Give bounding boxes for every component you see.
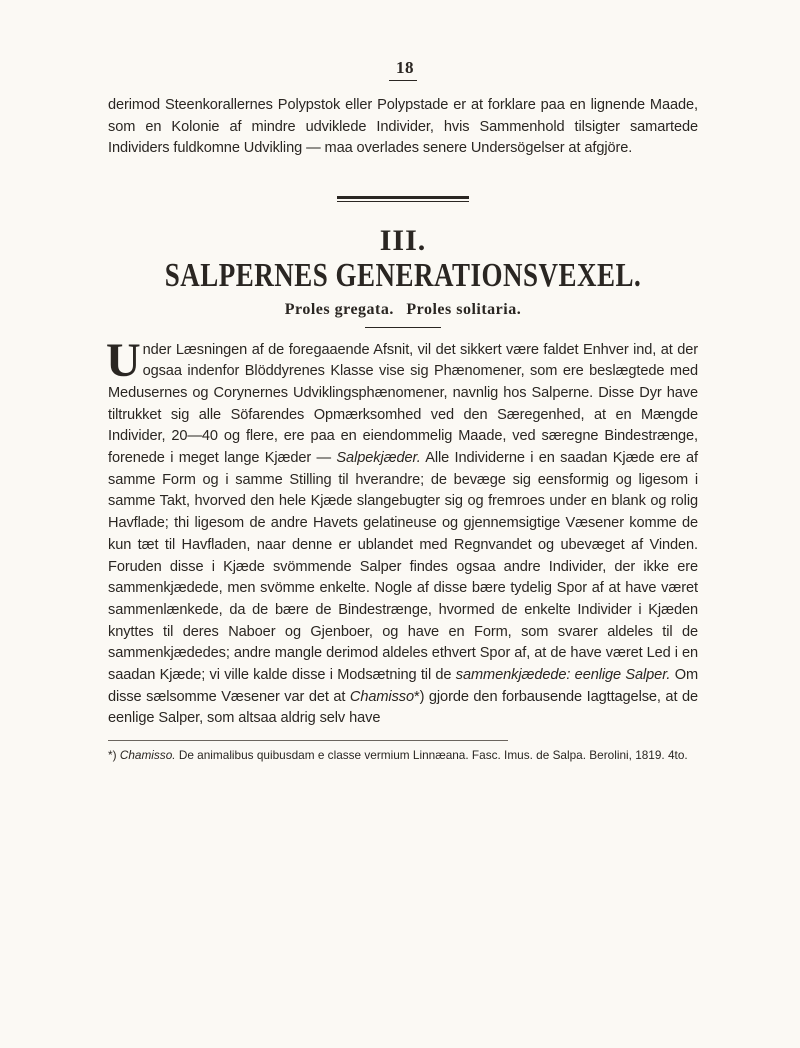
body-text bbox=[106, 333, 699, 731]
drop-cap: U bbox=[106, 333, 141, 387]
body-text-b: Alle Individerne i en saadan Kjæde ere af samme Form og i samme Stilling til hverandre; de bevæge sig eensformig og ligesom i samme Takt, hvorved den hele Kjæde slangebugter sig og fremroes under en blank og rolig Havflade; thi ligesom de andre Havets gelatineuse og gjennemsigtige Væsener komme de kun tæt til Havfladen, naar denne er ublandet med Regnvandet og ubevæget af Vinden. Foruden disse i Kjæde svömmende Salper findes ogsaa andre Individer, der ikke ere sammenkjædede, men svömme enkelte. Nogle af disse bære tydelig Spor af at have været sammenlænkede, da de bære de Bindestrænge, hvormed de enkelte Individer i Kjæden knyttes til deres Naboer og Gjenboer, og have en Form, som svarer aldeles til de sammenkjædedes; andre mangle derimod aldeles ethvert Spor af, at de have været Led i en saadan Kjæde; vi ville kalde disse i Modsætning til de bbox=[108, 450, 699, 684]
intro-paragraph bbox=[108, 95, 698, 160]
section-subtitle bbox=[108, 301, 698, 319]
body-text-c: Om disse sælsomme Væsener var det at bbox=[108, 667, 699, 705]
body-text-d: gjorde den forbausende Iagttagelse, at de eenlige Salper, som altsaa aldrig selv have bbox=[108, 688, 698, 727]
subtitle-gregata: Proles gregata. bbox=[284, 300, 394, 318]
footnote-mark: *) bbox=[108, 748, 117, 763]
author-chamisso: Chamisso bbox=[349, 688, 414, 705]
page-number: 18 bbox=[396, 58, 414, 77]
footnote bbox=[108, 747, 698, 764]
body-paragraph bbox=[106, 333, 699, 731]
section-divider-thin bbox=[337, 201, 469, 202]
subtitle-solitaria: Proles solitaria. bbox=[406, 300, 522, 318]
page-number-rule bbox=[389, 80, 417, 81]
footnote-citation: De animalibus quibusdam e classe vermium Linnæana. Fasc. Imus. de Salpa. Berolini, 1819. 4to. bbox=[175, 748, 688, 763]
body-text-a: nder Læsningen af de foregaaende Afsnit, vil det sikkert være faldet Enhver ind, at der ogsaa indenfor Blöddyrenes Klasse vise sig Phænomener, som ere beslægtede med Medusernes og Corynernes Udviklingsphænomener, navnlig hos Salperne. Disse Dyr have tiltrukket sig alle Söfarendes Opmærksomhed ved den Særegenhed, at en Mængde Individer, 20—40 og flere, ere paa en eiendommelig Maade, ved særegne Bindestrænge, forenede i meget lange Kjæder — bbox=[108, 341, 698, 467]
document-page bbox=[108, 58, 698, 764]
section-number: III. bbox=[379, 223, 427, 257]
footnote-rule bbox=[108, 740, 508, 741]
footnote-marker[interactable]: *) bbox=[414, 688, 425, 705]
term-eenlige-salper: sammenkjædede: eenlige Salper. bbox=[455, 667, 671, 684]
term-salpekjaeder: Salpekjæder. bbox=[336, 450, 421, 467]
footnote-text bbox=[108, 747, 698, 764]
subtitle-rule bbox=[365, 327, 441, 328]
section-title: SALPERNES GENERATIONSVEXEL. bbox=[164, 255, 642, 294]
footnote-author: Chamisso. bbox=[119, 748, 176, 763]
intro-text: derimod Steenkorallernes Polypstok eller Polypstade er at forklare paa en lignende Maade, som en Kolonie af mindre udviklede Individer, hvis Sammenhold tilsigter samartede Individers fuldkomne Udvikling — maa overlades senere Undersögelser at afgjöre. bbox=[108, 97, 698, 156]
section-divider bbox=[337, 196, 469, 199]
